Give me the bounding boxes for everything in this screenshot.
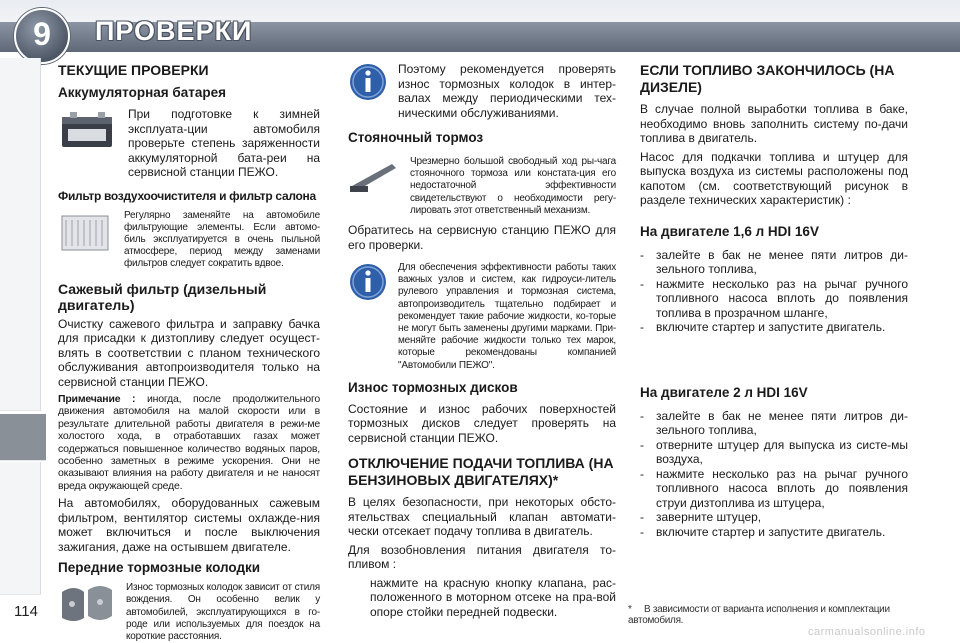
fan-text: На автомобилях, оборудованных сажевым фильтром, вентилятор системы охлажде-ния может включиться и после выключения зажигания, даже на остывшем двигателе. xyxy=(58,496,320,554)
list-item: - залейте в бак не менее пяти литров ди-зельного топлива, xyxy=(640,408,908,437)
list-item: - нажмите несколько раз на рычаг ручного топливного насоса вплоть до появления топлива в прозрачном шланге, xyxy=(640,276,908,320)
filter-block xyxy=(58,210,320,271)
fuel-empty-title: ЕСЛИ ТОПЛИВО ЗАКОНЧИЛОСЬ (НА ДИЗЕЛЕ) xyxy=(640,62,895,95)
info-icon xyxy=(348,262,388,307)
soot-filter-text: Очистку сажевого фильтра и заправку бачка для присадки к дизтопливу следует осущест-влять в соответствии с планом технического обслуживания автопроизводителя только на сервисной станции ПЕЖО. xyxy=(58,316,320,389)
chapter-tab[interactable] xyxy=(0,322,41,367)
footnote-text: В зависимости от варианта исполнения и комплектации автомобиля. xyxy=(628,604,890,626)
info-block xyxy=(348,62,616,120)
brake-pads-block xyxy=(58,582,320,643)
engine-2-0-title: На двигателе 2 л HDI 16V xyxy=(640,384,808,400)
parking-brake-text: Чрезмерно большой свободный ход ры-чага стояночного тормоза или констата-ция его недостаточной эффективности свидетельствуют о необходимости регу-лировать этот ответственный механизм. xyxy=(410,156,616,216)
brake-pads-text: Износ тормозных колодок зависит от стиля вождения. Он особенно велик у автомобилей, эксплуатирующихся в го-роде или используемых для поездок на короткие расстояния. xyxy=(126,582,320,643)
battery-title: Аккумуляторная батарея xyxy=(58,85,226,100)
engine-1-6-title: На двигателе 1,6 л HDI 16V xyxy=(640,223,819,239)
filter-title: Фильтр воздухоочистителя и фильтр салона xyxy=(58,188,316,203)
parking-brake-block xyxy=(348,156,616,217)
filter-text: Регулярно заменяйте на автомобиле фильтрующие элементы. Если автомо-биль эксплуатируется в очень пыльной атмосфере, период между заменами фильтров следует сократить вдвое. xyxy=(124,209,320,270)
brake-pads-title: Передние тормозные колодки xyxy=(58,560,261,576)
chapter-tab[interactable] xyxy=(0,102,41,147)
column-3 xyxy=(640,62,908,539)
chapter-tab[interactable] xyxy=(0,278,41,323)
chapter-tabs xyxy=(0,58,48,618)
footnote xyxy=(628,604,928,626)
chapter-title: ПРОВЕРКИ xyxy=(95,16,253,46)
column-2 xyxy=(348,62,616,619)
battery-block xyxy=(58,107,320,180)
brake-discs-title: Износ тормозных дисков xyxy=(348,379,518,395)
list-item: - нажмите несколько раз на рычаг ручного топливного насоса вплоть до появления струи дизтоплива из штуцера, xyxy=(640,466,908,510)
section-title-current-checks: ТЕКУЩИЕ ПРОВЕРКИ xyxy=(58,62,209,78)
column-1 xyxy=(58,62,320,643)
list-item: - заверните штуцер, xyxy=(640,510,762,524)
note-text: иногда, после продолжительного движения автомобиля на малой скорости или в результате длительной работы двигателя в режи-ме холостого хода, в отработавших газах может содержаться повышенное количество водяных паров, особенно заметных в режиме ускорения. Они не оказывают влияния на работу двигателя и не наносят вреда окружающей среде. xyxy=(58,393,320,492)
list-item: - залейте в бак не менее пяти литров ди-зельного топлива, xyxy=(640,247,908,276)
pointer-icon xyxy=(348,576,370,620)
note-label: Примечание : xyxy=(58,393,136,406)
soot-note xyxy=(58,393,320,492)
filter-illustration xyxy=(58,210,114,259)
chapter-tab[interactable] xyxy=(0,234,41,279)
battery-illustration xyxy=(58,107,118,156)
footnote-star: * xyxy=(628,604,632,615)
chapter-tab[interactable] xyxy=(0,462,41,507)
chapter-badge xyxy=(14,8,70,64)
fuel-restore-text: Для возобновления питания двигателя то-пливом : xyxy=(348,542,616,572)
list-item: - отверните штуцер для выпуска из систе-мы воздуха, xyxy=(640,437,908,466)
page-number: 114 xyxy=(14,603,38,620)
info-text: Поэтому рекомендуется проверять износ тормозных колодок в интер-валах между периодическими тех-ническими обслуживаниями. xyxy=(398,62,616,120)
fluids-text: Для обеспечения эффективности работы таких важных узлов и систем, как гидроуси-литель рулевого управления и тормозная система, автопроизводитель тщательно подбирает и рекомендует такие рабочие жидкости, ко-торые не могут быть заменены другими марками. При-меняйте рабочие жидкости только тех марок, которые рекомендованы компанией "Автомобили ПЕЖО". xyxy=(398,262,616,371)
info-icon xyxy=(348,62,388,107)
fuel-restore-step-text: нажмите на красную кнопку клапана, рас-положенного в моторном отсеке на пра-вой опоре стойки передней подвески. xyxy=(370,575,616,619)
brake-pads-illustration xyxy=(58,582,116,631)
chapter-tab[interactable] xyxy=(0,366,41,411)
chapter-tab[interactable] xyxy=(0,506,41,551)
brake-discs-text: Состояние и износ рабочих поверхностей тормозных дисков следует проверять на сервисной станции ПЕЖО. xyxy=(348,401,616,445)
chapter-tab[interactable] xyxy=(0,146,41,191)
chapter-number: 9 xyxy=(33,16,51,52)
soot-filter-title: Сажевый фильтр (дизельный двигатель) xyxy=(58,280,267,313)
watermark: carmanualsonline.info xyxy=(808,626,926,638)
fuel-empty-text: В случае полной выработки топлива в баке, необходимо вновь заполнить систему по-дачи топлива в двигатель. xyxy=(640,102,908,145)
parking-brake-illustration xyxy=(348,156,400,201)
page-header xyxy=(0,0,960,58)
pump-text: Насос для подкачки топлива и штуцер для выпуска воздуха из системы расположены под капотом (см. соответствующий рисунок в разделе технических характеристик) : xyxy=(640,149,908,207)
parking-brake-contact: Обратитесь на сервисную станцию ПЕЖО для его проверки. xyxy=(348,223,616,252)
fuel-restore-step xyxy=(348,576,616,620)
list-item: - включите стартер и запустите двигатель. xyxy=(640,524,886,539)
engine-1-6-steps xyxy=(640,248,908,335)
chapter-tab-active[interactable] xyxy=(0,414,46,461)
fuel-cutoff-title: ОТКЛЮЧЕНИЕ ПОДАЧИ ТОПЛИВА (НА БЕНЗИНОВЫХ ДВИГАТЕЛЯХ)* xyxy=(348,455,614,489)
chapter-tab[interactable] xyxy=(0,58,41,103)
list-item: - включите стартер и запустите двигатель. xyxy=(640,320,886,334)
battery-text: При подготовке к зимней эксплуата-ции автомобиля проверьте степень заряженности аккумуляторной бата-реи на сервисной станции ПЕЖО. xyxy=(128,107,320,179)
engine-2-0-steps xyxy=(640,409,908,540)
fuel-cutoff-text: В целях безопасности, при некоторых обсто-ятельствах специальный клапан автомати-чески отсекает подачу топлива в двигатель. xyxy=(348,495,616,539)
chapter-tab[interactable] xyxy=(0,550,41,595)
fluids-block xyxy=(348,262,616,372)
parking-brake-title: Стояночный тормоз xyxy=(348,130,484,145)
chapter-tab[interactable] xyxy=(0,190,41,235)
